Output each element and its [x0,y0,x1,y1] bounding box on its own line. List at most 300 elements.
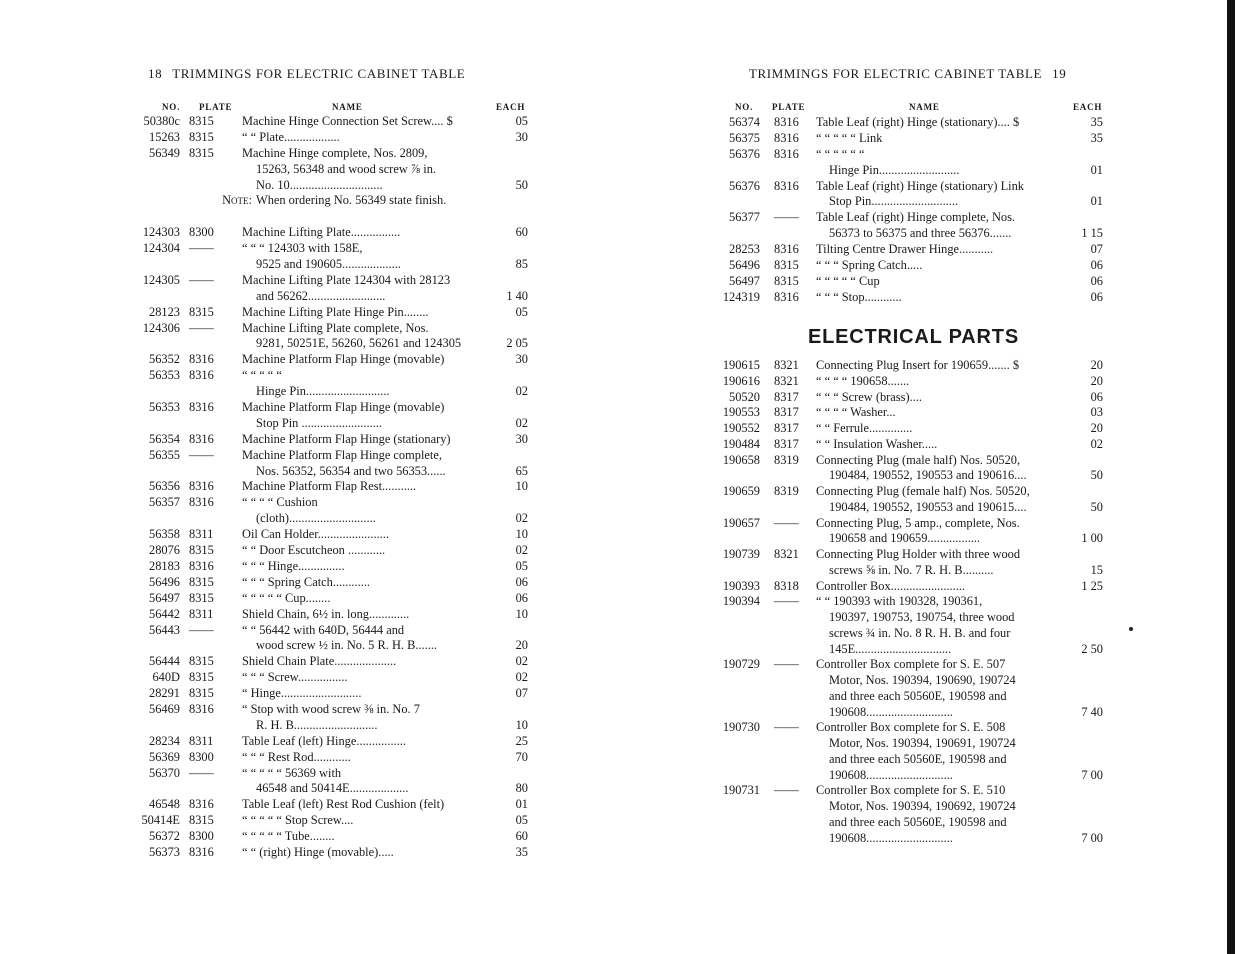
plate-number: 8311 [189,606,214,621]
part-name: Machine Lifting Plate complete, Nos. [242,320,429,335]
part-name: Table Leaf (left) Rest Rod Cushion (felt) [242,797,445,812]
part-number: 56374 [729,115,760,129]
part-name: 190658 and 190659................. [829,531,981,546]
part-number: 56497 [729,273,760,288]
part-number: 56352 [149,352,180,367]
table-row [715,531,1115,547]
part-price: 20 [1090,421,1103,435]
plate-number: 8315 [774,273,799,288]
table-row [140,623,540,639]
part-price: 01 [515,797,528,812]
part-name: screws ¾ in. No. 8 R. H. B. and four [829,625,1011,640]
part-number: 56496 [729,258,760,273]
part-price: 1 40 [506,288,528,303]
part-number: 190553 [722,405,760,420]
part-name: 15263, 56348 and wood screw ⅞ in. [256,161,436,176]
table-row [715,274,1115,290]
table-row [715,579,1115,595]
table-row [715,516,1115,532]
column-headers [715,102,1115,114]
part-name: Machine Platform Flap Hinge (movable) [242,400,445,415]
table-row [715,210,1115,226]
table-row [715,799,1115,815]
plate-number: 8315 [189,114,214,128]
part-price: 07 [515,686,528,701]
part-number: 56356 [149,479,180,494]
part-name: 46548 and 50414E................... [256,781,409,796]
part-number: 28253 [729,242,760,257]
part-name: R. H. B........................... [256,717,378,732]
table-row [140,575,540,591]
part-name: “ “ (right) Hinge (movable)..... [242,844,394,859]
part-price: 06 [1090,289,1103,304]
plate-number: 8300 [189,829,214,844]
plate-number: 8316 [189,400,214,415]
plate-number: 8318 [774,578,799,593]
plate-number: 8316 [189,479,214,494]
table-row [140,638,540,654]
part-price: 05 [515,558,528,573]
part-price: 20 [1090,373,1103,388]
part-number: 46548 [149,797,180,812]
table-row [140,114,540,130]
plate-number: 8316 [774,146,799,161]
table-row [715,610,1115,626]
table-row [140,750,540,766]
part-name: “ “ Plate.................. [242,129,340,144]
part-number: 50380c [143,114,180,128]
plate-number: —— [774,657,799,672]
table-row [140,479,540,495]
column-header-name: NAME [332,102,363,112]
part-price: 35 [515,844,528,859]
table-row [140,209,540,225]
plate-number: —— [189,765,214,780]
table-row [140,178,540,194]
plate-number: 8316 [189,368,214,383]
column-header-plate: PLATE [199,102,233,112]
plate-number: 8316 [774,178,799,193]
part-price: 02 [1090,436,1103,451]
part-number: 50520 [729,389,760,404]
table-row [140,432,540,448]
table-row [715,594,1115,610]
plate-number: —— [189,447,214,462]
electrical-parts-list [715,358,1115,846]
plate-number: 8316 [774,130,799,145]
plate-number: —— [774,515,799,530]
plate-number: 8315 [189,590,214,605]
plate-number: 8315 [189,304,214,319]
part-number: 28123 [149,304,180,319]
part-name: “ “ “ 124303 with 158E, [242,241,363,256]
table-row [140,654,540,670]
part-name: “ “ “ “ Cushion [242,495,318,510]
part-number: 56370 [149,765,180,780]
part-number: 124303 [142,225,180,240]
part-price: 01 [1090,162,1103,177]
part-name: “ “ “ Spring Catch..... [816,258,923,273]
part-name: “ Hinge.......................... [242,686,362,701]
part-name: Shield Chain Plate.................... [242,654,397,669]
part-name: Machine Hinge Connection Set Screw.... $ [242,114,453,128]
table-row [140,321,540,337]
table-row [715,226,1115,242]
part-price: 35 [1090,115,1103,129]
part-number: 124319 [722,289,760,304]
part-price: 05 [515,813,528,828]
part-price: 06 [1090,389,1103,404]
table-row [715,642,1115,658]
part-price: 02 [515,670,528,685]
column-header-no: NO. [735,102,754,112]
part-price: 65 [515,463,528,478]
part-number: 50414E [141,813,180,828]
part-price: 50 [1090,468,1103,483]
part-price: 02 [515,654,528,669]
table-row [715,290,1115,306]
table-row [140,813,540,829]
part-name: Machine Platform Flap Hinge complete, [242,447,442,462]
part-name: “ “ “ Spring Catch............ [242,574,371,589]
part-number: 28234 [149,733,180,748]
part-price: 7 40 [1081,704,1103,719]
table-row [715,705,1115,721]
table-row [715,752,1115,768]
part-name: Machine Lifting Plate 124304 with 28123 [242,272,451,287]
part-name: Motor, Nos. 190394, 190690, 190724 [829,673,1016,687]
part-name: “ “ “ Rest Rod............ [242,749,351,764]
part-number: 56373 [149,844,180,859]
plate-number: 8316 [774,115,799,129]
plate-number: 8316 [774,289,799,304]
part-number: 56358 [149,527,180,542]
part-price: 06 [515,574,528,589]
part-name: Connecting Plug, 5 amp., complete, Nos. [816,515,1020,530]
table-row [140,352,540,368]
part-number: 640D [152,670,180,685]
part-price: 60 [515,829,528,844]
part-price: 02 [515,511,528,526]
table-row [140,543,540,559]
column-headers [140,102,540,114]
parts-list [140,114,540,861]
part-name: Machine Platform Flap Rest........... [242,479,417,494]
table-row [715,484,1115,500]
part-name: Machine Hinge complete, Nos. 2809, [242,145,428,160]
plate-number: 8315 [189,813,214,828]
plate-number: 8319 [774,452,799,467]
part-name: (cloth)............................ [256,511,376,526]
part-number: 56377 [729,210,760,225]
table-row [140,448,540,464]
part-name: Connecting Plug Holder with three wood [816,547,1021,561]
table-row [715,768,1115,784]
part-name: “ “ “ “ Washer... [816,405,896,420]
page-number: 18 [148,66,163,81]
running-head-title: TRIMMINGS FOR ELECTRIC CABINET TABLE [749,66,1043,81]
part-price: 06 [515,590,528,605]
part-name: Machine Lifting Plate Hinge Pin........ [242,304,429,319]
part-name: 190484, 190552, 190553 and 190615.... [829,499,1027,514]
table-row [140,527,540,543]
table-row [140,718,540,734]
part-name: Table Leaf (right) Hinge (stationary) Link [816,178,1024,193]
table-row [715,815,1115,831]
part-price: 02 [515,543,528,558]
table-row [715,500,1115,516]
plate-number: 8315 [189,654,214,669]
table-row [140,273,540,289]
plate-number: 8311 [189,733,214,748]
part-number: 190484 [722,436,760,451]
part-name: “ “ “ “ “ 56369 with [242,765,342,780]
part-name: Shield Chain, 6½ in. long............. [242,606,410,621]
part-name: Stop Pin .......................... [256,415,382,430]
column-header-each: EACH [496,102,526,112]
part-name: Motor, Nos. 190394, 190691, 190724 [829,736,1016,750]
part-name: Nos. 56352, 56354 and two 56353...... [256,463,446,478]
column-header-each: EACH [1073,102,1103,112]
plate-number: —— [774,594,799,609]
part-price: 35 [1090,130,1103,145]
table-row [715,736,1115,752]
page-edge [1227,0,1235,954]
part-price: 10 [515,527,528,542]
part-name: 190608............................ [829,830,953,845]
table-row [715,547,1115,563]
plate-number: 8300 [189,749,214,764]
part-number: 56496 [149,574,180,589]
part-price: 15 [1090,562,1103,577]
part-number: 56353 [149,368,180,383]
table-row [715,783,1115,799]
plate-number: 8315 [189,670,214,685]
part-name: 145E............................... [829,641,952,656]
running-head [148,66,465,82]
table-row [715,147,1115,163]
part-number: 190393 [722,578,760,593]
part-price: 50 [1090,499,1103,514]
table-row [715,358,1115,374]
table-row [140,495,540,511]
part-name: 190608............................ [829,704,953,719]
part-number: 124305 [142,272,180,287]
part-price: 1 00 [1081,531,1103,546]
part-name: 9525 and 190605................... [256,257,401,272]
part-name: screws ⅝ in. No. 7 R. H. B.......... [829,562,994,577]
part-price: 60 [515,225,528,240]
part-name: and three each 50560E, 190598 and [829,751,1007,766]
part-price: 10 [515,606,528,621]
plate-number: 8316 [189,431,214,446]
part-name: and 56262......................... [256,288,386,303]
table-row [140,400,540,416]
table-row [140,146,540,162]
part-number: 190658 [722,452,760,467]
table-row [140,702,540,718]
table-row [715,163,1115,179]
running-head-title: TRIMMINGS FOR ELECTRIC CABINET TABLE [172,66,466,81]
part-number: 56469 [149,701,180,716]
plate-number: 8317 [774,389,799,404]
part-price: 20 [515,638,528,653]
part-name: 9281, 50251E, 56260, 56261 and 124305 [256,336,462,351]
table-row [140,511,540,527]
plate-number: 8317 [774,436,799,451]
part-number: 28183 [149,558,180,573]
table-row [715,563,1115,579]
table-row [140,162,540,178]
table-row [715,689,1115,705]
table-row [140,257,540,273]
part-name: “ “ “ Stop............ [816,289,902,304]
part-name: Table Leaf (right) Hinge (stationary).... $ [816,115,1020,129]
table-row [140,416,540,432]
plate-number: 8315 [189,686,214,701]
part-name: “ “ Ferrule.............. [816,421,913,435]
part-price: 10 [515,717,528,732]
plate-number: —— [189,622,214,637]
table-row [140,305,540,321]
part-name: “ “ “ “ “ Stop Screw.... [242,813,354,828]
part-name: “ “ “ Screw................ [242,670,348,685]
plate-number: 8316 [189,797,214,812]
part-price: 02 [515,384,528,399]
part-name: “ “ “ “ “ Cup [816,273,880,288]
table-row [140,130,540,146]
part-name: 190397, 190753, 190754, three wood [829,610,1015,624]
table-row [140,670,540,686]
table-row [140,368,540,384]
part-name: No. 10.............................. [256,177,383,192]
part-price: 30 [515,129,528,144]
plate-number: 8315 [189,129,214,144]
margin-mark [1129,627,1133,631]
part-name: Connecting Plug (male half) Nos. 50520, [816,452,1021,467]
running-head [749,66,1066,82]
table-row [140,193,540,209]
part-name: “ “ Insulation Washer..... [816,436,938,451]
table-row [140,225,540,241]
part-number: 190729 [722,657,760,672]
part-number: 56444 [149,654,180,669]
parts-list [715,115,1115,306]
table-row [140,686,540,702]
table-row [715,242,1115,258]
table-row [140,591,540,607]
part-number: 56369 [149,749,180,764]
part-name: “ “ “ Screw (brass).... [816,389,922,404]
part-name: Hinge Pin.......................... [829,162,960,177]
table-row [140,559,540,575]
plate-number: 8321 [774,358,799,372]
part-price: 05 [515,114,528,128]
table-row [715,405,1115,421]
part-number: 56353 [149,400,180,415]
part-price: 25 [515,733,528,748]
table-row [140,607,540,623]
part-price: 2 50 [1081,641,1103,656]
plate-number: 8316 [189,701,214,716]
part-price: 03 [1090,405,1103,420]
part-price: 05 [515,304,528,319]
plate-number: 8315 [774,258,799,273]
part-name: Oil Can Holder....................... [242,527,389,542]
part-name: Table Leaf (left) Hinge................ [242,733,406,748]
part-price: 85 [515,257,528,272]
part-name: Machine Platform Flap Hinge (movable) [242,352,445,367]
table-row [140,734,540,750]
table-row [715,453,1115,469]
part-number: 190657 [722,515,760,530]
plate-number: 8319 [774,484,799,498]
part-number: 56376 [729,146,760,161]
plate-number: 8317 [774,405,799,420]
part-name: Connecting Plug (female half) Nos. 50520, [816,484,1030,498]
part-name: “ “ “ Hinge............... [242,558,345,573]
table-row [140,336,540,352]
part-number: 56442 [149,606,180,621]
part-price: 07 [1090,242,1103,257]
section-title: ELECTRICAL PARTS [808,326,1019,348]
part-name: “ “ 190393 with 190328, 190361, [816,594,983,609]
part-price: 06 [1090,273,1103,288]
plate-number: 8316 [774,242,799,257]
part-name: Stop Pin............................ [829,194,959,209]
table-row [715,390,1115,406]
part-number: 190616 [722,373,760,388]
plate-number: 8315 [189,574,214,589]
part-price: 30 [515,431,528,446]
part-number: 56355 [149,447,180,462]
plate-number: 8321 [774,373,799,388]
part-price: 01 [1090,194,1103,209]
column-header-name: NAME [909,102,940,112]
column-header-no: NO. [162,102,181,112]
plate-number: 8315 [189,543,214,558]
part-name: and three each 50560E, 190598 and [829,688,1007,703]
part-number: 56372 [149,829,180,844]
part-number: 56357 [149,495,180,510]
part-name: “ “ “ “ “ Cup........ [242,590,331,605]
plate-number: 8316 [189,352,214,367]
table-row [715,374,1115,390]
part-price: 10 [515,479,528,494]
part-name: “ “ 56442 with 640D, 56444 and [242,622,405,637]
part-number: 190659 [722,484,760,498]
table-row [715,468,1115,484]
part-name: wood screw ½ in. No. 5 R. H. B....... [256,638,438,653]
column-header-plate: PLATE [772,102,806,112]
table-row [140,289,540,305]
part-name: 190608............................ [829,767,953,782]
table-row [715,720,1115,736]
part-name: Hinge Pin........................... [256,384,390,399]
plate-number: 8321 [774,547,799,561]
plate-number: 8316 [189,844,214,859]
table-row [715,421,1115,437]
part-name: “ Stop with wood screw ⅜ in. No. 7 [242,701,420,716]
part-price: 1 25 [1081,578,1103,593]
part-number: 56354 [149,431,180,446]
part-name: Table Leaf (right) Hinge complete, Nos. [816,210,1016,225]
plate-number: 8300 [189,225,214,240]
part-number: 124306 [142,320,180,335]
part-number: 56376 [729,178,760,193]
plate-number: —— [774,720,799,735]
table-row [715,115,1115,131]
